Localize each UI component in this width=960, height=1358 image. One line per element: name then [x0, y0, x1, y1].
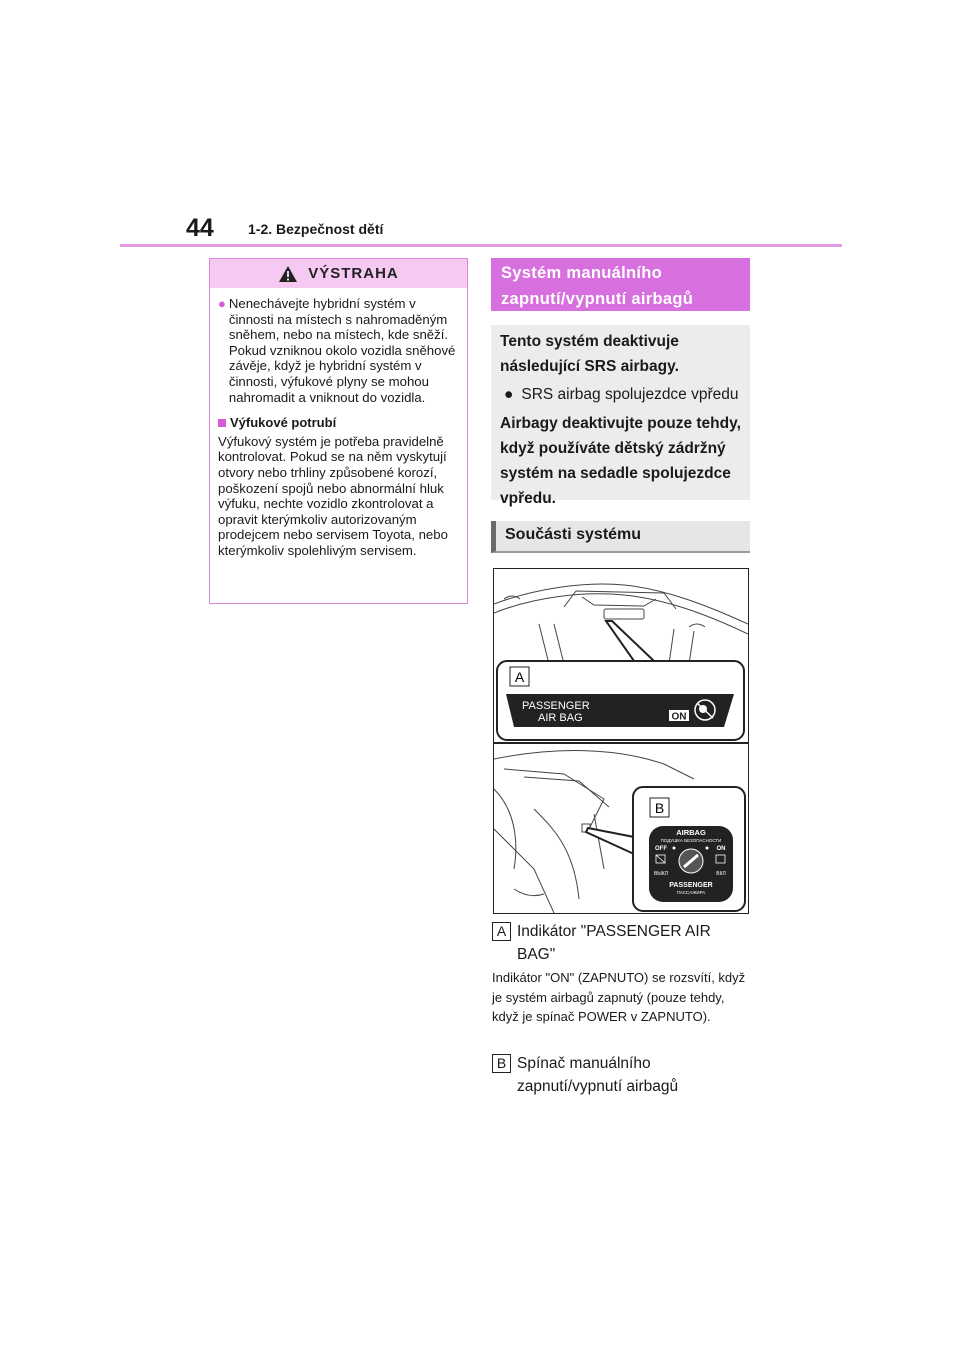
switch-bottom-ru: ПАССАЖИРА [676, 890, 706, 895]
switch-title-ru: ПОДУШКА БЕЗОПАСНОСТИ [660, 838, 722, 843]
item-a-label: A [492, 922, 511, 941]
panel-on-text: ON [671, 711, 687, 723]
intro-box [491, 325, 750, 507]
warning-title: VÝSTRAHA [308, 265, 399, 282]
intro-line-2: Airbagy deaktivujte pouze tehdy, když používáte dětský zádržný systém na sedadle spolujezdce vpředu. [500, 415, 741, 507]
airbag-illustration [493, 568, 749, 914]
item-a-note: Indikátor "ON" (ZAPNUTO) se rozsvítí, když je systém airbagů zapnutý (pouze tehdy, když je spínač POWER v ZAPNUTO). [492, 970, 746, 1024]
panel-text-passenger: PASSENGER [522, 700, 590, 712]
figure-label-a: A [514, 669, 525, 685]
warning-bullet-text: Nenechávejte hybridní systém v činnosti na místech s nahromaděným sněhem, nebo na místech, kde sněží. Pokud vzniknou okolo vozidla sněhové závěje, když je hybridní systém v činnosti, výfukové plyny se mohou nahromadit a vniknout do vozidla. [228, 296, 456, 405]
page-number: 44 [186, 214, 214, 242]
item-a-title: Indikátor "PASSENGER AIR BAG" [517, 923, 711, 963]
section-title: 1-2. Bezpečnost dětí [248, 221, 384, 237]
intro-bullet: SRS airbag spolujezdce vpředu [521, 386, 739, 403]
intro-line-1: Tento systém deaktivuje následující SRS airbagy. [500, 333, 679, 375]
switch-on-label: ON [716, 846, 726, 852]
item-b-label: B [492, 1054, 511, 1073]
switch-title: AIRBAG [676, 828, 706, 837]
item-b-title: Spínač manuálního zapnutí/vypnutí airbagů [517, 1055, 679, 1095]
warning-box [209, 258, 468, 604]
main-heading: Systém manuálního zapnutí/vypnutí airbagů [491, 258, 750, 311]
warning-subheading: Výfukové potrubí [230, 415, 337, 431]
sub-heading: Součásti systému [491, 521, 750, 553]
warning-paragraph: Výfukový systém je potřeba pravidelně kontrolovat. Pokud se na něm vyskytují otvory nebo trhliny způsobené korozí, poškození spojů nebo abnormální hluk výfuku, nechte vozidlo zkontrolovat a opravit kterýmkoliv autorizovaným prodejcem nebo servisem Toyota, nebo kterýmkoliv spolehlivým servisem. [218, 433, 448, 558]
switch-off-label: OFF [655, 846, 667, 852]
square-bullet-icon [218, 419, 226, 427]
switch-on-ru: ВКЛ [716, 871, 726, 877]
switch-off-ru: ВЫКЛ [654, 871, 668, 877]
warning-triangle-icon [278, 265, 298, 283]
header-rule [120, 244, 842, 247]
item-b [492, 1052, 752, 1098]
panel-text-airbag: AIR BAG [538, 712, 583, 724]
item-a [492, 920, 752, 966]
warning-header [210, 259, 467, 288]
switch-bottom: PASSENGER [669, 882, 713, 889]
bullet-dot-icon: ● [504, 386, 514, 403]
figure-label-b: B [654, 800, 665, 816]
bullet-dot-icon: ● [218, 296, 226, 311]
warning-body [210, 288, 467, 559]
